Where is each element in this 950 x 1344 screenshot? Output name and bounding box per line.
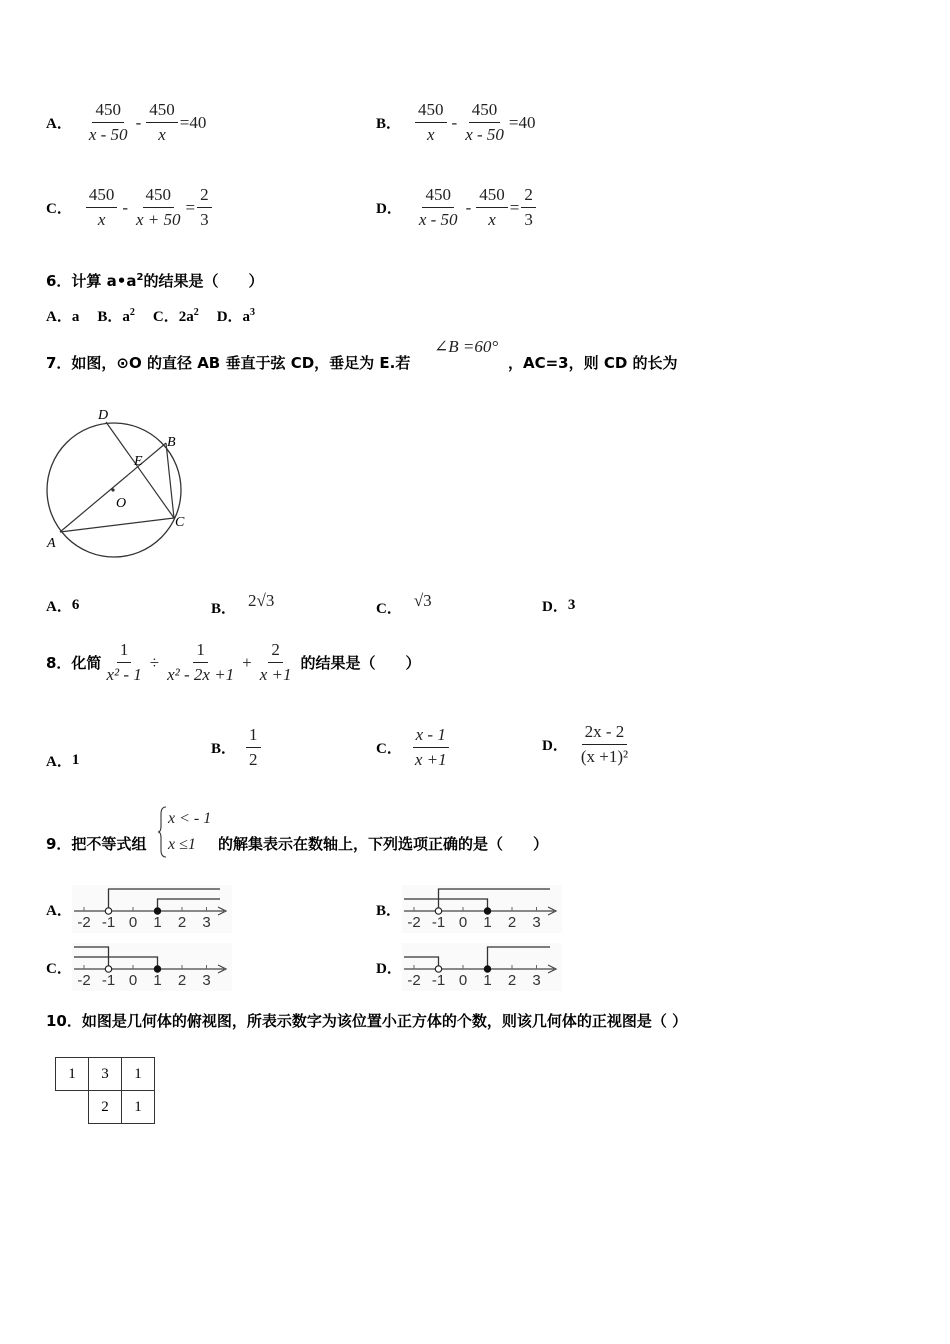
number-line-b: [402, 885, 562, 933]
q10-stem: 10．如图是几何体的俯视图，所表示数字为该位置小正方体的个数，则该几何体的正视图是（ ）: [46, 1012, 688, 1030]
q7-circle-figure: [40, 400, 200, 560]
exponent: 2: [136, 272, 144, 283]
exponent: 2: [129, 307, 135, 318]
tick-label: 1: [483, 972, 492, 989]
numerator: 2x - 2: [582, 722, 628, 745]
q7-stem: [46, 352, 410, 373]
q5-option-d[interactable]: [376, 185, 538, 230]
q9-option-b[interactable]: [376, 885, 562, 933]
denominator: 3: [200, 210, 209, 229]
q7-option-a[interactable]: [46, 595, 79, 616]
stem-tail: 的结果是（ ）: [143, 272, 264, 290]
denominator: x: [426, 125, 435, 144]
numerator: 2: [268, 640, 283, 663]
numerator: 450: [92, 100, 124, 123]
q9-stem-tail: 的解集表示在数轴上，下列选项正确的是（ ）: [218, 835, 549, 853]
tick-label: -2: [77, 914, 91, 931]
grid-cell: 1: [56, 1058, 89, 1091]
option-fraction: [578, 722, 631, 767]
open-dot: [105, 966, 111, 972]
q6-option-d[interactable]: [217, 305, 255, 326]
option-label: B．: [97, 309, 123, 325]
grid-cell-empty: [56, 1091, 89, 1124]
option-value: 3: [567, 597, 576, 613]
grid-table: [55, 1057, 155, 1124]
option-label: D．: [542, 599, 568, 615]
fraction-1: [103, 640, 144, 685]
tick-label: -2: [407, 914, 421, 931]
fraction-3: [257, 640, 295, 685]
q9-stem-head: 9．把不等式组: [46, 835, 147, 853]
denominator: x: [158, 125, 166, 144]
fraction-2: [164, 640, 237, 685]
tick-label: 2: [177, 914, 187, 931]
q6-option-c[interactable]: [153, 305, 199, 326]
q5-option-c[interactable]: [46, 185, 214, 230]
numerator: 450: [469, 100, 501, 123]
label-d: D: [98, 408, 109, 423]
tick-label: -1: [101, 972, 116, 989]
fraction-left: [415, 100, 447, 145]
q6-option-a[interactable]: [46, 305, 79, 326]
closed-dot: [484, 908, 490, 914]
inequality-1: x < - 1: [168, 810, 212, 827]
numerator: 450: [415, 100, 447, 123]
denominator: x² - 2x +1: [167, 665, 235, 684]
tick-label: -2: [407, 972, 421, 989]
minus-sign: -: [451, 112, 458, 132]
fraction-rhs: [521, 185, 536, 230]
number-line-d: [402, 943, 562, 991]
tick-label: 0: [128, 914, 138, 931]
tick-label: 0: [128, 972, 138, 989]
option-label: C．: [152, 309, 179, 325]
denominator: x +1: [259, 665, 292, 684]
plus-sign: +: [242, 652, 252, 672]
q6-option-b[interactable]: [97, 305, 135, 326]
exponent: 3: [250, 307, 256, 318]
equals-sign: =: [185, 197, 196, 217]
q7-stem-tail: ，AC=3，则 CD 的长为: [508, 354, 678, 372]
option-label: B．: [211, 601, 237, 617]
denominator: x² - 1: [106, 665, 142, 684]
option-label: D．: [216, 309, 243, 325]
exponent: 2: [193, 307, 199, 318]
tick-label: 3: [202, 914, 211, 931]
center-point: [111, 488, 114, 491]
option-value: a: [71, 309, 80, 325]
fraction-left: [86, 100, 131, 145]
option-value: 2a: [178, 309, 194, 325]
option-value: 2√3: [248, 590, 275, 610]
inequality-2: x ≤1: [168, 836, 196, 853]
denominator: 3: [524, 210, 533, 229]
option-label: D．: [542, 738, 568, 754]
stem-text: 8．化简: [46, 654, 102, 672]
numerator: 450: [476, 185, 508, 208]
q7-option-c[interactable]: [376, 583, 432, 618]
grid-cell: 2: [89, 1091, 122, 1124]
closed-dot: [154, 908, 160, 914]
open-dot: [435, 908, 441, 914]
grid-row: [56, 1091, 155, 1124]
option-label: A．: [46, 902, 72, 919]
option-value: √3: [413, 590, 432, 610]
option-fraction: [246, 725, 261, 770]
tick-label: -2: [77, 972, 91, 989]
q9-option-a[interactable]: [46, 885, 232, 933]
equals-sign: =: [509, 197, 520, 217]
q8-option-d[interactable]: [542, 722, 633, 767]
tick-label: -1: [101, 914, 116, 931]
tick-label: 2: [507, 914, 517, 931]
label-c: C: [175, 515, 185, 530]
option-label: C．: [376, 741, 402, 757]
tick-label: 2: [177, 972, 187, 989]
fraction-right: [462, 100, 507, 145]
tick-label: 1: [153, 914, 162, 931]
option-value: 1: [71, 752, 80, 768]
stem-tail: 的结果是（ ）: [300, 654, 421, 672]
tick-label: -1: [431, 972, 446, 989]
numerator: x - 1: [413, 725, 449, 748]
tick-label: 1: [483, 914, 492, 931]
tick-label: 2: [507, 972, 517, 989]
top-view-grid: [55, 1057, 155, 1124]
numerator: 450: [86, 185, 118, 208]
equation-rhs: =40: [179, 112, 207, 132]
option-value: a: [242, 309, 251, 325]
number-line-a: [72, 885, 232, 933]
option-label: C．: [46, 201, 72, 217]
numerator: 450: [143, 185, 175, 208]
option-value: a: [122, 309, 130, 325]
option-label: D．: [376, 201, 402, 217]
divide-sign: ÷: [149, 652, 160, 672]
q9-option-c[interactable]: [46, 943, 232, 991]
fraction-left: [86, 185, 118, 230]
numerator: 450: [146, 100, 178, 123]
closed-dot: [154, 966, 160, 972]
tick-label: 0: [458, 914, 468, 931]
minus-sign: -: [122, 197, 129, 217]
segment-ac: [60, 518, 174, 532]
tick-label: -1: [431, 914, 446, 931]
grid-cell: 1: [122, 1091, 155, 1124]
label-e: E: [134, 454, 143, 469]
option-label: D．: [376, 960, 402, 977]
numerator: 1: [117, 640, 132, 663]
fraction-rhs: [197, 185, 212, 230]
denominator: x +1: [414, 750, 447, 769]
denominator: x - 50: [418, 210, 458, 229]
tick-label: 3: [532, 914, 541, 931]
numerator: 1: [246, 725, 261, 748]
option-label: C．: [46, 960, 72, 977]
option-label: A．: [46, 754, 72, 770]
q8-option-b[interactable]: [211, 725, 263, 770]
numerator: 450: [422, 185, 454, 208]
label-o: O: [116, 496, 127, 511]
option-value: 6: [71, 597, 80, 613]
minus-sign: -: [465, 197, 472, 217]
grid-row: [56, 1058, 155, 1091]
denominator: x - 50: [465, 125, 504, 144]
grid-cell: 1: [122, 1058, 155, 1091]
q8-option-c[interactable]: [376, 725, 452, 770]
fraction-right: [146, 100, 178, 145]
inequality-system: [158, 806, 212, 858]
tick-label: 3: [532, 972, 541, 989]
numerator: 1: [193, 640, 208, 663]
q8-option-a[interactable]: [46, 750, 79, 771]
option-label: B．: [376, 902, 402, 919]
denominator: x: [488, 210, 496, 229]
open-dot: [435, 966, 441, 972]
closed-dot: [484, 966, 490, 972]
stem-text: 7．如图，⊙O 的直径 AB 垂直于弦 CD，垂足为 E.若: [46, 354, 411, 372]
numerator: 2: [521, 185, 536, 208]
option-label: C．: [376, 601, 402, 617]
q9-option-d[interactable]: [376, 943, 562, 991]
q7-option-b[interactable]: [211, 583, 274, 618]
grid-cell: 3: [89, 1058, 122, 1091]
fraction-right: [476, 185, 508, 230]
q6-options: [46, 305, 255, 326]
tick-label: 1: [153, 972, 162, 989]
option-label: B．: [376, 116, 402, 132]
angle-expression: ∠B =60°: [434, 337, 499, 356]
number-line-c: [72, 943, 232, 991]
tick-label: 0: [458, 972, 468, 989]
q6-stem: [46, 270, 263, 291]
fraction-left: [416, 185, 461, 230]
minus-sign: -: [135, 112, 142, 132]
option-label: B．: [211, 741, 237, 757]
label-a: A: [47, 536, 56, 551]
open-dot: [105, 908, 111, 914]
numerator: 2: [197, 185, 212, 208]
stem-text: 6．计算 a•a: [46, 272, 137, 290]
brace-icon: [158, 806, 168, 858]
denominator: x: [97, 210, 106, 229]
q5-option-b[interactable]: [376, 100, 536, 145]
option-label: A．: [46, 599, 72, 615]
q8-stem: [46, 640, 421, 685]
diameter-ab: [60, 443, 166, 532]
option-fraction: [412, 725, 450, 770]
denominator: x + 50: [136, 210, 181, 229]
tick-label: 3: [202, 972, 211, 989]
denominator: (x +1)²: [580, 747, 629, 766]
equation-rhs: =40: [508, 112, 536, 132]
denominator: x - 50: [88, 125, 128, 144]
q7-option-d[interactable]: [542, 595, 575, 616]
fraction-right: [133, 185, 184, 230]
denominator: 2: [249, 750, 258, 769]
option-label: A．: [46, 116, 72, 132]
q5-option-a[interactable]: [46, 100, 206, 145]
label-b: B: [167, 435, 176, 450]
option-label: A．: [46, 309, 72, 325]
